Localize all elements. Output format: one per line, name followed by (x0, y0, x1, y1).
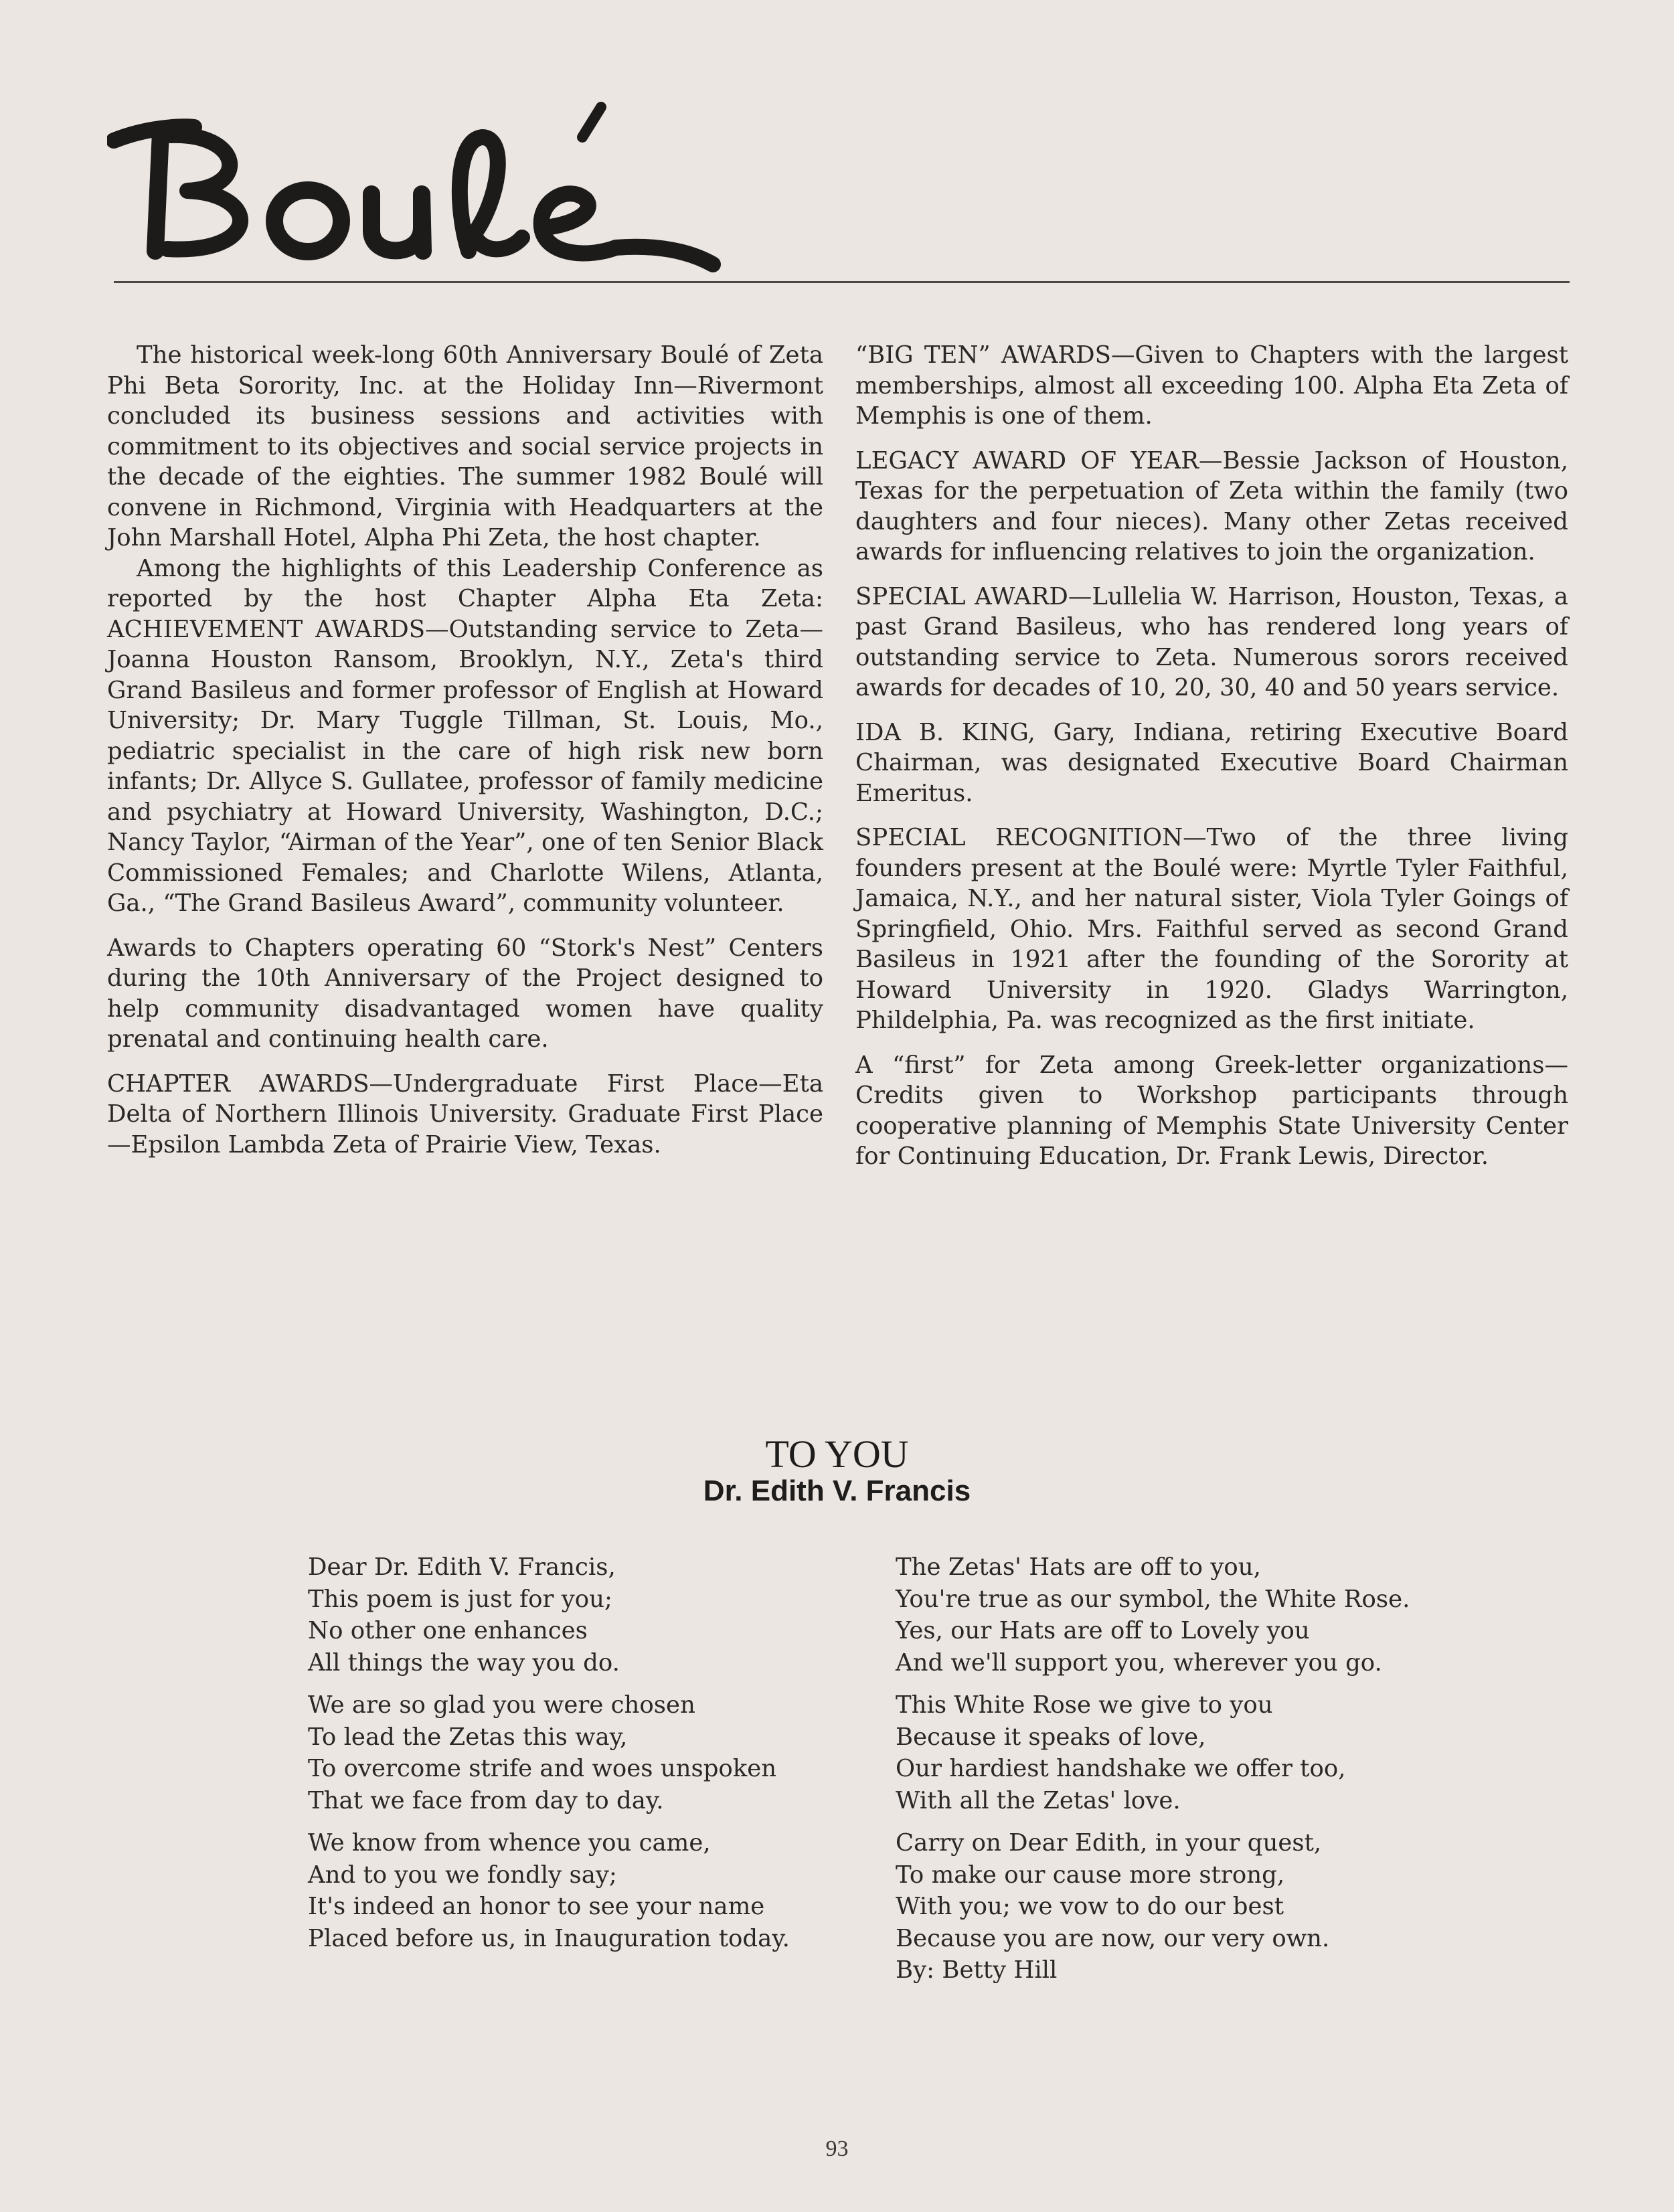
poem-stanza (896, 1551, 1498, 1679)
poem-stanza (308, 1689, 857, 1816)
poem-line: No other one enhances (308, 1617, 588, 1644)
article-paragraph: The historical week-long 60th Anniversary Boulé of Zeta Phi Beta Sorority, Inc. at the Holiday Inn—Rivermont concluded its business sessions and activities with commitment to its objectives and social service projects in the decade of the eighties. The summer 1982 Boulé will convene in Richmond, Virginia with Headquarters at the John Marshall Hotel, Alpha Phi Zeta, the host chapter. (107, 341, 823, 551)
poem-line: The Zetas' Hats are off to you, (896, 1553, 1261, 1581)
article-paragraph: LEGACY AWARD OF YEAR—Bessie Jackson of Houston, Texas for the perpetuation of Zeta within the family (two daughters and four nieces). Many other Zetas received awards for influencing relatives to join the organization. (855, 446, 1568, 566)
poem-column-right (896, 1551, 1498, 1997)
poem-line: Our hardiest handshake we offer too, (896, 1755, 1346, 1782)
poem-line: You're true as our symbol, the White Rose. (896, 1585, 1410, 1613)
article-paragraph: IDA B. KING, Gary, Indiana, retiring Executive Board Chairman, was designated Executive Board Chairman Emeritus. (855, 718, 1568, 807)
poem-line: We know from whence you came, (308, 1829, 711, 1857)
poem-line: Placed before us, in Inauguration today. (308, 1924, 790, 1952)
poem-stanza (308, 1551, 857, 1679)
poem-title: TO YOU (765, 1432, 909, 1476)
poem-line: All things the way you do. (308, 1648, 620, 1677)
poem-line: This White Rose we give to you (896, 1691, 1273, 1719)
poem-line: To overcome strife and woes unspoken (308, 1755, 777, 1782)
poem-line: We are so glad you were chosen (308, 1691, 695, 1719)
masthead-logo (107, 100, 750, 274)
poem-line: With you; we vow to do our best (896, 1893, 1284, 1920)
poem-line: Because you are now, our very own. (896, 1924, 1330, 1952)
page-number: 93 (825, 2136, 849, 2161)
article-paragraph: CHAPTER AWARDS—Undergraduate First Place—Eta Delta of Northern Illinois University. Graduate First Place—Epsilon Lambda Zeta of Prairie View, Texas. (107, 1070, 823, 1159)
article-paragraph: SPECIAL RECOGNITION—Two of the three living founders present at the Boulé were: Myrtle Tyler Faithful, Jamaica, N.Y., and her natural sister, Viola Tyler Goings of Springfield, Ohio. Mrs. Faithful served as second Grand Basileus in 1921 after the founding of the Sorority at Howard University in 1920. Gladys Warrington, Phildelphia, Pa. was recognized as the first initiate. (855, 824, 1568, 1034)
poem-line: This poem is just for you; (308, 1585, 612, 1613)
article-column-right (855, 340, 1568, 1172)
poem-line: Yes, our Hats are off to Lovely you (896, 1617, 1310, 1644)
poem-line: And we'll support you, wherever you go. (896, 1648, 1382, 1677)
poem-line: Carry on Dear Edith, in your quest, (896, 1829, 1322, 1857)
header-rule (114, 281, 1570, 283)
article-paragraph: SPECIAL AWARD—Lullelia W. Harrison, Houston, Texas, a past Grand Basileus, who has rendered long years of outstanding service to Zeta. Numerous sorors received awards for decades of 10, 20, 30, 40 and 50 years service. (855, 582, 1568, 701)
poem-line: To make our cause more strong, (896, 1861, 1285, 1889)
poem-line: With all the Zetas' love. (896, 1786, 1181, 1814)
poem-line: By: Betty Hill (896, 1956, 1058, 1984)
poem-stanza (308, 1827, 857, 1954)
poem-column-left (308, 1551, 857, 1965)
poem-dedicatee: Dr. Edith V. Francis (703, 1474, 971, 1507)
poem-stanza (896, 1827, 1498, 1986)
article-paragraph: A “first” for Zeta among Greek-letter organizations—Credits given to Workshop participants through cooperative planning of Memphis State University Center for Continuing Education, Dr. Frank Lewis, Director. (855, 1051, 1568, 1170)
article-column-left (107, 340, 823, 1160)
poem-line: It's indeed an honor to see your name (308, 1893, 765, 1920)
poem-line: And to you we fondly say; (308, 1861, 617, 1889)
article-paragraph: Among the highlights of this Leadership Conference as reported by the host Chapter Alpha Eta Zeta: ACHIEVEMENT AWARDS—Outstanding service to Zeta—Joanna Houston Ransom, Brooklyn, N.Y., Zeta's third Grand Basileus and former professor of English at Howard University; Dr. Mary Tuggle Tillman, St. Louis, Mo., pediatric specialist in the care of high risk new born infants; Dr. Allyce S. Gullatee, professor of family medicine and psychiatry at Howard University, Washington, D.C.; Nancy Taylor, “Airman of the Year”, one of ten Senior Black Commissioned Females; and Charlotte Wilens, Atlanta, Ga., “The Grand Basileus Award”, community volunteer. (107, 554, 823, 917)
article-paragraph: “BIG TEN” AWARDS—Given to Chapters with the largest memberships, almost all exceeding 100. Alpha Eta Zeta of Memphis is one of them. (855, 341, 1568, 430)
boule-script-wordmark (107, 100, 750, 274)
poem-line: That we face from day to day. (308, 1786, 664, 1814)
poem-stanza (896, 1689, 1498, 1816)
poem-line: Dear Dr. Edith V. Francis, (308, 1553, 616, 1581)
article-paragraph: Awards to Chapters operating 60 “Stork's Nest” Centers during the 10th Anniversary of the Project designed to help community disadvantaged women have quality prenatal and continuing health care. (107, 934, 823, 1053)
poem-line: To lead the Zetas this way, (308, 1723, 628, 1751)
poem-line: Because it speaks of love, (896, 1723, 1206, 1751)
